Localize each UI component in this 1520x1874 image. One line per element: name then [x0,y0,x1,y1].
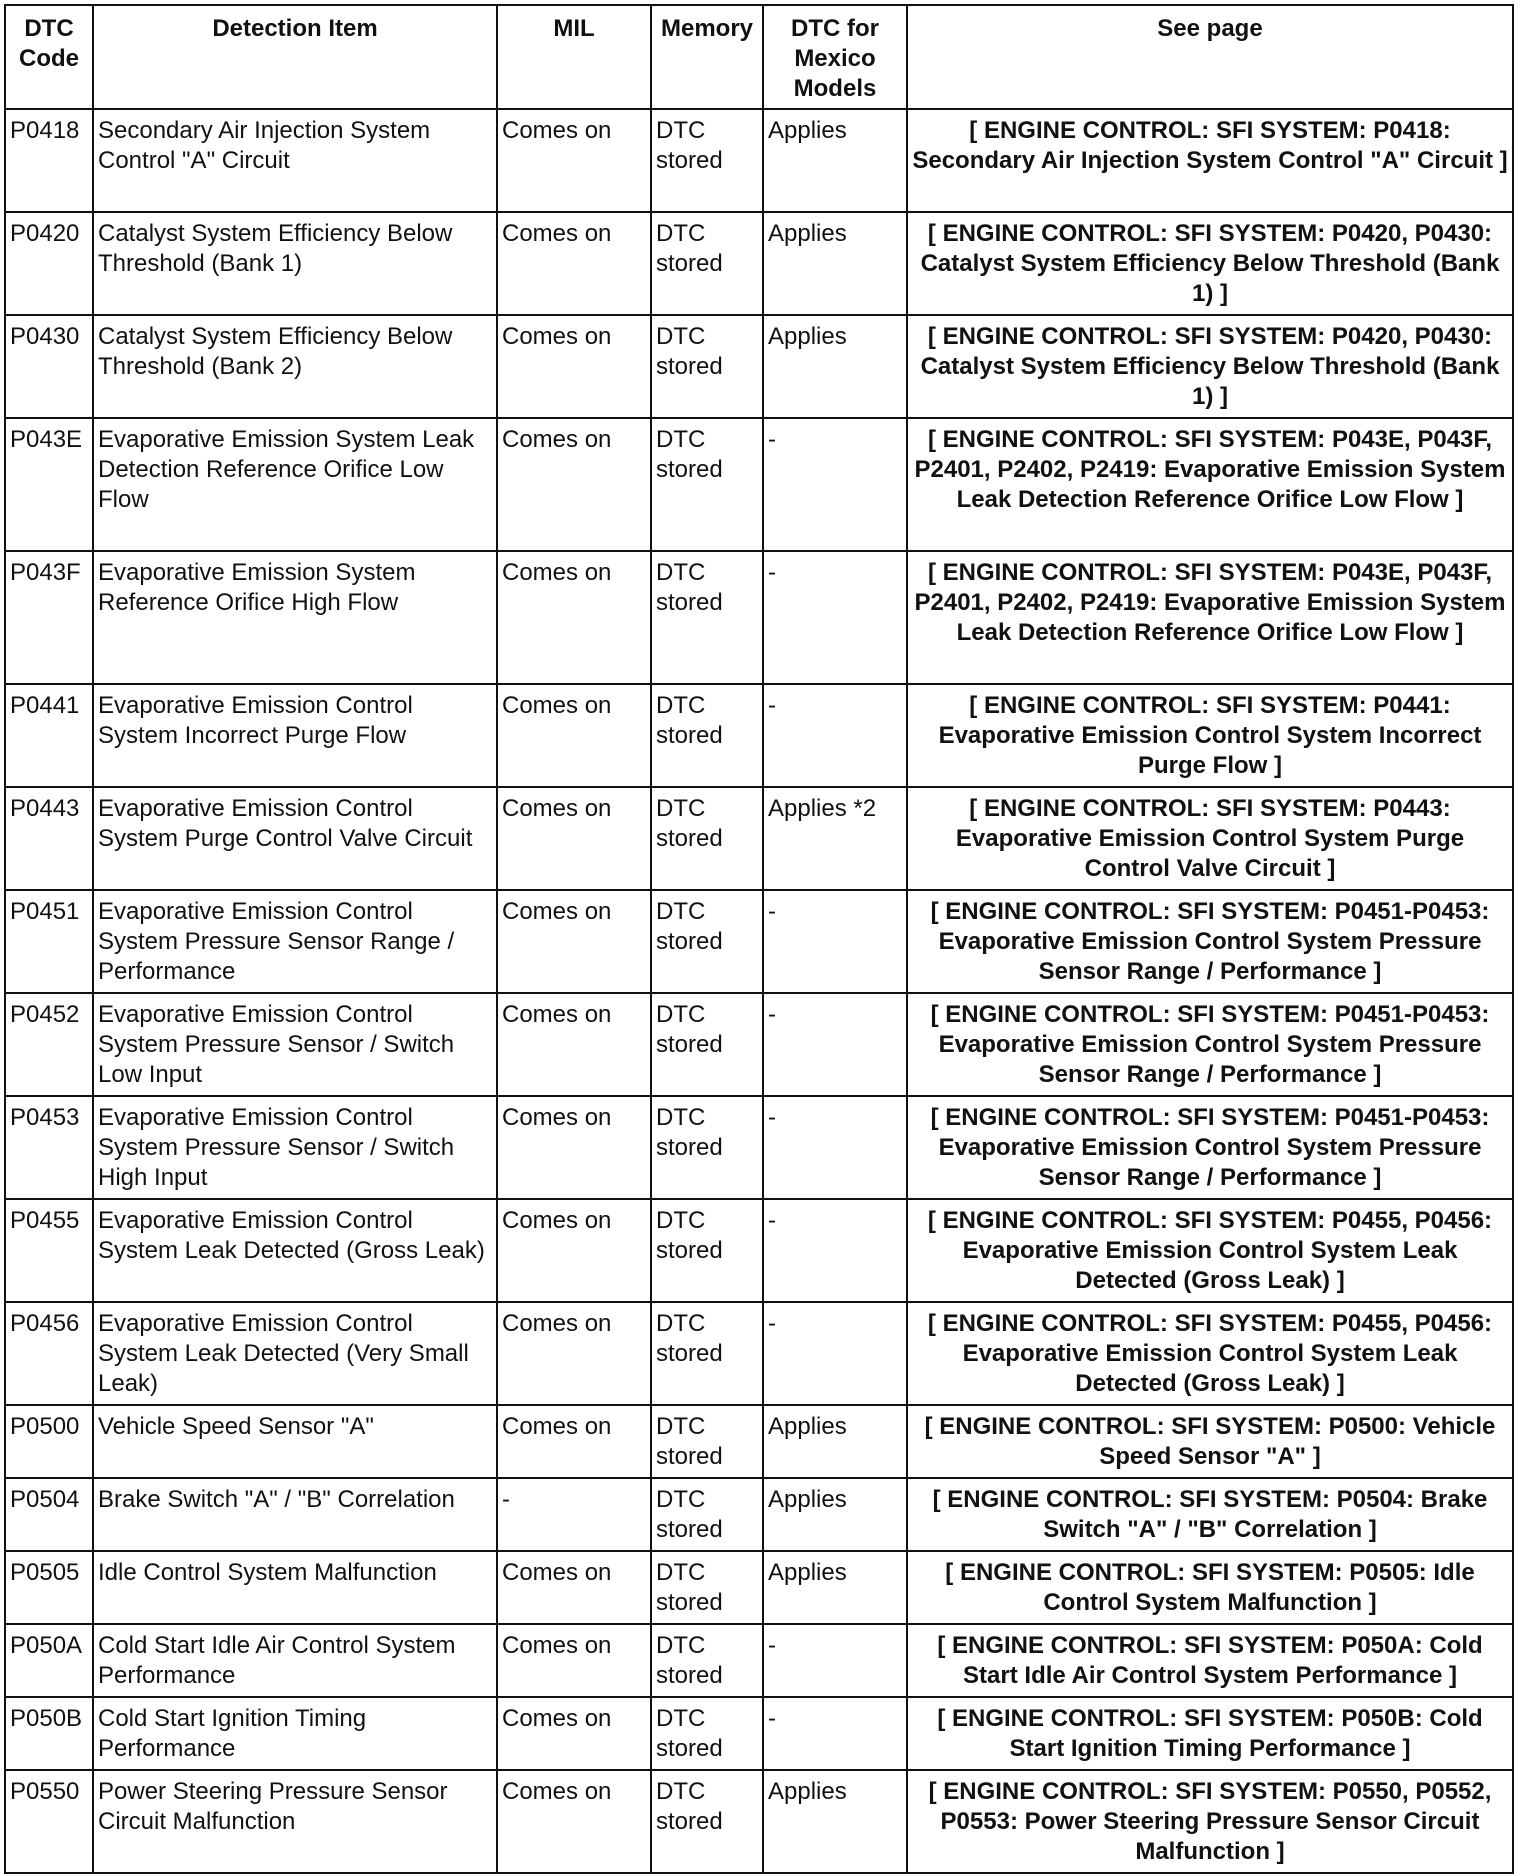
table-row [5,315,1513,418]
detection-item-cell: Catalyst System Efficiency Below Threshold (Bank 1) [93,212,497,315]
mexico-cell: - [763,1624,907,1697]
see-page-link[interactable]: [ ENGINE CONTROL: SFI SYSTEM: P043E, P043F, P2401, P2402, P2419: Evaporative Emission System Leak Detection Reference Orifice Low Flow ] [907,551,1513,684]
see-page-link[interactable]: [ ENGINE CONTROL: SFI SYSTEM: P0451-P0453: Evaporative Emission Control System Pressure Sensor Range / Performance ] [907,993,1513,1096]
detection-item-cell: Evaporative Emission Control System Purge Control Valve Circuit [93,787,497,890]
header-memory: Memory [651,5,763,109]
memory-cell: DTC stored [651,684,763,787]
mexico-cell: - [763,1096,907,1199]
mexico-cell: Applies [763,315,907,418]
memory-cell: DTC stored [651,109,763,212]
see-page-link[interactable]: [ ENGINE CONTROL: SFI SYSTEM: P0451-P0453: Evaporative Emission Control System Pressure Sensor Range / Performance ] [907,1096,1513,1199]
mexico-cell: Applies [763,1551,907,1624]
mexico-cell: Applies [763,109,907,212]
memory-cell: DTC stored [651,315,763,418]
dtc-code-cell: P043F [5,551,93,684]
detection-item-cell: Cold Start Idle Air Control System Performance [93,1624,497,1697]
mil-cell: Comes on [497,418,651,551]
detection-item-cell: Evaporative Emission System Leak Detection Reference Orifice Low Flow [93,418,497,551]
dtc-code-cell: P0443 [5,787,93,890]
dtc-code-cell: P0420 [5,212,93,315]
mexico-cell: - [763,418,907,551]
dtc-code-cell: P0505 [5,1551,93,1624]
table-row [5,1697,1513,1770]
table-row [5,109,1513,212]
memory-cell: DTC stored [651,1199,763,1302]
table-row [5,993,1513,1096]
table-row [5,890,1513,993]
memory-cell: DTC stored [651,212,763,315]
dtc-code-cell: P0504 [5,1478,93,1551]
table-row [5,684,1513,787]
table-row [5,1478,1513,1551]
mexico-cell: Applies *2 [763,787,907,890]
detection-item-cell: Catalyst System Efficiency Below Threshold (Bank 2) [93,315,497,418]
see-page-link[interactable]: [ ENGINE CONTROL: SFI SYSTEM: P0505: Idle Control System Malfunction ] [907,1551,1513,1624]
table-row [5,212,1513,315]
dtc-code-cell: P050A [5,1624,93,1697]
table-row [5,551,1513,684]
mil-cell: Comes on [497,315,651,418]
see-page-link[interactable]: [ ENGINE CONTROL: SFI SYSTEM: P0418: Secondary Air Injection System Control "A" Circuit ] [907,109,1513,212]
header-see-page: See page [907,5,1513,109]
memory-cell: DTC stored [651,1405,763,1478]
see-page-link[interactable]: [ ENGINE CONTROL: SFI SYSTEM: P0441: Evaporative Emission Control System Incorrect Purge Flow ] [907,684,1513,787]
mil-cell: Comes on [497,1096,651,1199]
mil-cell: - [497,1478,651,1551]
dtc-code-cell: P0452 [5,993,93,1096]
mil-cell: Comes on [497,1624,651,1697]
dtc-code-cell: P0441 [5,684,93,787]
detection-item-cell: Evaporative Emission Control System Incorrect Purge Flow [93,684,497,787]
detection-item-cell: Cold Start Ignition Timing Performance [93,1697,497,1770]
mexico-cell: - [763,993,907,1096]
see-page-link[interactable]: [ ENGINE CONTROL: SFI SYSTEM: P0550, P0552, P0553: Power Steering Pressure Sensor Circuit Malfunction ] [907,1770,1513,1873]
dtc-code-cell: P0430 [5,315,93,418]
mexico-cell: - [763,1302,907,1405]
mil-cell: Comes on [497,787,651,890]
memory-cell: DTC stored [651,1302,763,1405]
see-page-link[interactable]: [ ENGINE CONTROL: SFI SYSTEM: P043E, P043F, P2401, P2402, P2419: Evaporative Emission System Leak Detection Reference Orifice Low Flow ] [907,418,1513,551]
mexico-cell: Applies [763,1478,907,1551]
memory-cell: DTC stored [651,890,763,993]
table-row [5,1551,1513,1624]
mil-cell: Comes on [497,993,651,1096]
mexico-cell: Applies [763,1405,907,1478]
mil-cell: Comes on [497,551,651,684]
memory-cell: DTC stored [651,1770,763,1873]
detection-item-cell: Evaporative Emission Control System Pressure Sensor / Switch High Input [93,1096,497,1199]
detection-item-cell: Evaporative Emission System Reference Orifice High Flow [93,551,497,684]
dtc-code-cell: P0550 [5,1770,93,1873]
detection-item-cell: Evaporative Emission Control System Leak Detected (Very Small Leak) [93,1302,497,1405]
detection-item-cell: Evaporative Emission Control System Pressure Sensor / Switch Low Input [93,993,497,1096]
table-row [5,1405,1513,1478]
see-page-link[interactable]: [ ENGINE CONTROL: SFI SYSTEM: P0420, P0430: Catalyst System Efficiency Below Threshold (Bank 1) ] [907,212,1513,315]
dtc-code-cell: P050B [5,1697,93,1770]
detection-item-cell: Evaporative Emission Control System Leak Detected (Gross Leak) [93,1199,497,1302]
memory-cell: DTC stored [651,418,763,551]
detection-item-cell: Evaporative Emission Control System Pressure Sensor Range / Performance [93,890,497,993]
memory-cell: DTC stored [651,551,763,684]
mexico-cell: Applies [763,1770,907,1873]
memory-cell: DTC stored [651,1697,763,1770]
mil-cell: Comes on [497,1551,651,1624]
dtc-code-cell: P0455 [5,1199,93,1302]
see-page-link[interactable]: [ ENGINE CONTROL: SFI SYSTEM: P050B: Cold Start Ignition Timing Performance ] [907,1697,1513,1770]
mil-cell: Comes on [497,1199,651,1302]
header-mil: MIL [497,5,651,109]
mexico-cell: - [763,1199,907,1302]
see-page-link[interactable]: [ ENGINE CONTROL: SFI SYSTEM: P0500: Vehicle Speed Sensor "A" ] [907,1405,1513,1478]
mil-cell: Comes on [497,212,651,315]
dtc-code-cell: P0500 [5,1405,93,1478]
table-row [5,1199,1513,1302]
dtc-code-cell: P043E [5,418,93,551]
mil-cell: Comes on [497,890,651,993]
table-header-row [5,5,1513,109]
detection-item-cell: Idle Control System Malfunction [93,1551,497,1624]
dtc-table [4,4,1514,1874]
dtc-code-cell: P0451 [5,890,93,993]
see-page-link[interactable]: [ ENGINE CONTROL: SFI SYSTEM: P0420, P0430: Catalyst System Efficiency Below Threshold (Bank 1) ] [907,315,1513,418]
memory-cell: DTC stored [651,787,763,890]
table-row [5,1096,1513,1199]
detection-item-cell: Power Steering Pressure Sensor Circuit Malfunction [93,1770,497,1873]
table-row [5,1624,1513,1697]
see-page-link[interactable]: [ ENGINE CONTROL: SFI SYSTEM: P0451-P0453: Evaporative Emission Control System Pressure Sensor Range / Performance ] [907,890,1513,993]
table-row [5,418,1513,551]
detection-item-cell: Secondary Air Injection System Control "A" Circuit [93,109,497,212]
mexico-cell: - [763,890,907,993]
mexico-cell: - [763,684,907,787]
mil-cell: Comes on [497,1302,651,1405]
see-page-link[interactable]: [ ENGINE CONTROL: SFI SYSTEM: P0455, P0456: Evaporative Emission Control System Leak Detected (Gross Leak) ] [907,1302,1513,1405]
mil-cell: Comes on [497,109,651,212]
table-row [5,1770,1513,1873]
mexico-cell: Applies [763,212,907,315]
mil-cell: Comes on [497,1697,651,1770]
detection-item-cell: Vehicle Speed Sensor "A" [93,1405,497,1478]
table-row [5,1302,1513,1405]
memory-cell: DTC stored [651,1551,763,1624]
mexico-cell: - [763,1697,907,1770]
table-row [5,787,1513,890]
see-page-link[interactable]: [ ENGINE CONTROL: SFI SYSTEM: P0443: Evaporative Emission Control System Purge Control Valve Circuit ] [907,787,1513,890]
dtc-code-cell: P0456 [5,1302,93,1405]
header-dtc-code: DTC Code [5,5,93,109]
dtc-code-cell: P0453 [5,1096,93,1199]
header-mexico: DTC for Mexico Models [763,5,907,109]
memory-cell: DTC stored [651,1096,763,1199]
see-page-link[interactable]: [ ENGINE CONTROL: SFI SYSTEM: P0455, P0456: Evaporative Emission Control System Leak Detected (Gross Leak) ] [907,1199,1513,1302]
mil-cell: Comes on [497,684,651,787]
detection-item-cell: Brake Switch "A" / "B" Correlation [93,1478,497,1551]
dtc-code-cell: P0418 [5,109,93,212]
memory-cell: DTC stored [651,993,763,1096]
memory-cell: DTC stored [651,1478,763,1551]
mil-cell: Comes on [497,1405,651,1478]
see-page-link[interactable]: [ ENGINE CONTROL: SFI SYSTEM: P0504: Brake Switch "A" / "B" Correlation ] [907,1478,1513,1551]
memory-cell: DTC stored [651,1624,763,1697]
see-page-link[interactable]: [ ENGINE CONTROL: SFI SYSTEM: P050A: Cold Start Idle Air Control System Performance ] [907,1624,1513,1697]
mexico-cell: - [763,551,907,684]
header-detection-item: Detection Item [93,5,497,109]
mil-cell: Comes on [497,1770,651,1873]
